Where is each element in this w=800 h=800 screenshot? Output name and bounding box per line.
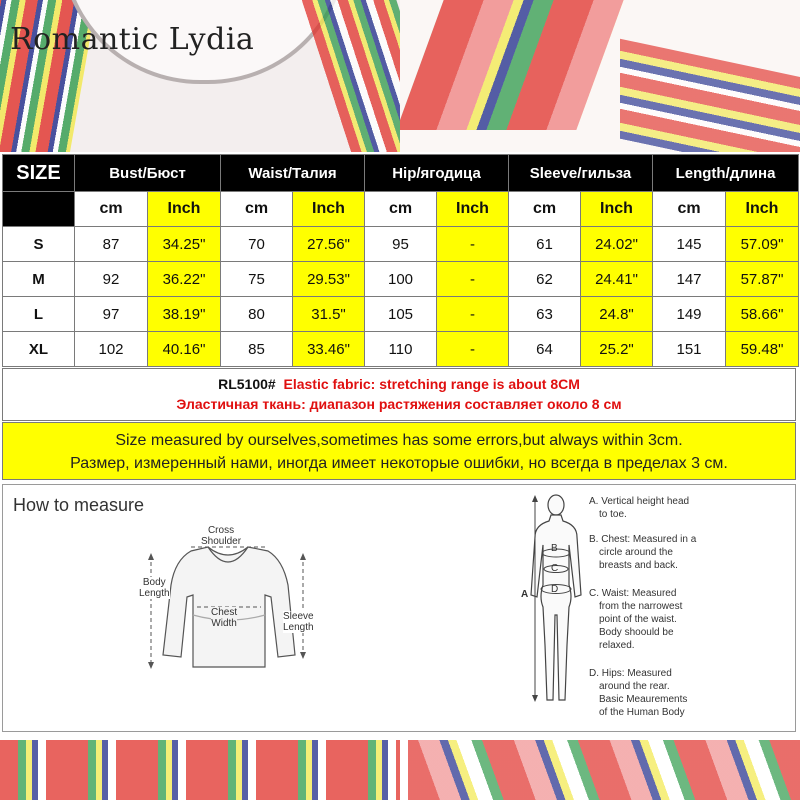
table-row [3, 227, 799, 262]
table-cell: 110 [365, 332, 437, 367]
cross-shoulder-label: Cross Shoulder [201, 525, 242, 547]
table-cell: 95 [365, 227, 437, 262]
table-row [3, 262, 799, 297]
figure-label-c: C [551, 563, 559, 574]
table-cell: 92 [75, 262, 148, 297]
table-cell: 151 [653, 332, 726, 367]
product-code: RL5100# [218, 376, 276, 392]
unit-cm: cm [221, 192, 293, 227]
table-cell: 58.66" [726, 297, 799, 332]
product-photo-hem [0, 740, 400, 800]
table-cell: 34.25" [148, 227, 221, 262]
unit-cm: cm [365, 192, 437, 227]
table-cell: 105 [365, 297, 437, 332]
table-cell: - [437, 227, 509, 262]
table-cell: 25.2" [581, 332, 653, 367]
bottom-photo-strip [0, 740, 800, 800]
table-cell: 87 [75, 227, 148, 262]
key-a: A. Vertical height head to toe. [589, 496, 690, 520]
unit-cm: cm [75, 192, 148, 227]
sleeve-header: Sleeve/гильза [509, 155, 653, 192]
elastic-note-ru: Эластичная ткань: диапазон растяжения составляет около 8 см [176, 396, 622, 412]
table-cell: 85 [221, 332, 293, 367]
table-cell: 61 [509, 227, 581, 262]
how-to-measure-title: How to measure [13, 495, 145, 515]
length-header: Length/длина [653, 155, 799, 192]
table-cell: 64 [509, 332, 581, 367]
size-label: M [3, 262, 75, 297]
size-label: S [3, 227, 75, 262]
table-cell: 36.22" [148, 262, 221, 297]
unit-row [3, 192, 799, 227]
sleeve-length-label: Sleeve Length [283, 611, 314, 633]
product-photo-sleeve [408, 740, 800, 800]
table-cell: 27.56" [293, 227, 365, 262]
table-cell: 62 [509, 262, 581, 297]
unit-inch: Inch [437, 192, 509, 227]
table-cell: 24.02" [581, 227, 653, 262]
table-cell: - [437, 332, 509, 367]
key-b: B. Chest: Measured in a circle around the breasts and back. [589, 534, 697, 571]
size-chart-table [2, 154, 799, 367]
figure-label-b: B [551, 543, 558, 554]
brand-logo: Romantic Lydia [10, 22, 255, 57]
waist-header: Waist/Талия [221, 155, 365, 192]
table-cell: 33.46" [293, 332, 365, 367]
table-cell: 80 [221, 297, 293, 332]
chest-width-label: Chest Width [211, 607, 238, 629]
table-cell: 57.09" [726, 227, 799, 262]
top-photo-strip [0, 0, 800, 152]
key-c: C. Waist: Measured from the narrowest point of the waist. Body shoould be relaxed. [589, 588, 683, 651]
body-length-label: Body Length [139, 577, 170, 599]
key-d: D. Hips: Measured around the rear. Basic Meaurements of the Human Body [589, 668, 688, 718]
hip-header: Hip/ягодица [365, 155, 509, 192]
table-cell: 24.8" [581, 297, 653, 332]
table-cell: 40.16" [148, 332, 221, 367]
table-cell: 147 [653, 262, 726, 297]
unit-inch: Inch [148, 192, 221, 227]
how-to-measure-panel [2, 484, 796, 732]
size-label: L [3, 297, 75, 332]
table-cell: 24.41" [581, 262, 653, 297]
size-header: SIZE [3, 155, 75, 192]
error-note-ru: Размер, измеренный нами, иногда имеет некоторые ошибки, но всегда в пределах 3 см. [70, 455, 728, 472]
size-label: XL [3, 332, 75, 367]
unit-inch: Inch [581, 192, 653, 227]
error-note-en: Size measured by ourselves,sometimes has some errors,but always within 3cm. [115, 432, 683, 449]
unit-inch: Inch [726, 192, 799, 227]
unit-cm: cm [653, 192, 726, 227]
unit-cm: cm [509, 192, 581, 227]
bust-header: Bust/Бюст [75, 155, 221, 192]
table-cell: 38.19" [148, 297, 221, 332]
unit-inch: Inch [293, 192, 365, 227]
measurement-error-note [2, 422, 796, 480]
table-cell: 100 [365, 262, 437, 297]
table-cell: 70 [221, 227, 293, 262]
table-cell: 149 [653, 297, 726, 332]
elastic-note-en: Elastic fabric: stretching range is about 8CM [283, 376, 580, 392]
table-cell: 145 [653, 227, 726, 262]
figure-label-d: D [551, 584, 559, 595]
table-cell: 57.87" [726, 262, 799, 297]
size-header-filler [3, 192, 75, 227]
table-row [3, 297, 799, 332]
table-cell: 31.5" [293, 297, 365, 332]
table-cell: 29.53" [293, 262, 365, 297]
table-row [3, 332, 799, 367]
table-cell: - [437, 262, 509, 297]
table-cell: 102 [75, 332, 148, 367]
table-cell: 63 [509, 297, 581, 332]
figure-label-a: A [521, 589, 529, 600]
human-figure [531, 495, 581, 700]
table-cell: 75 [221, 262, 293, 297]
table-cell: 59.48" [726, 332, 799, 367]
table-cell: 97 [75, 297, 148, 332]
product-photo-fabric [400, 0, 800, 152]
elastic-note [2, 368, 796, 421]
table-cell: - [437, 297, 509, 332]
